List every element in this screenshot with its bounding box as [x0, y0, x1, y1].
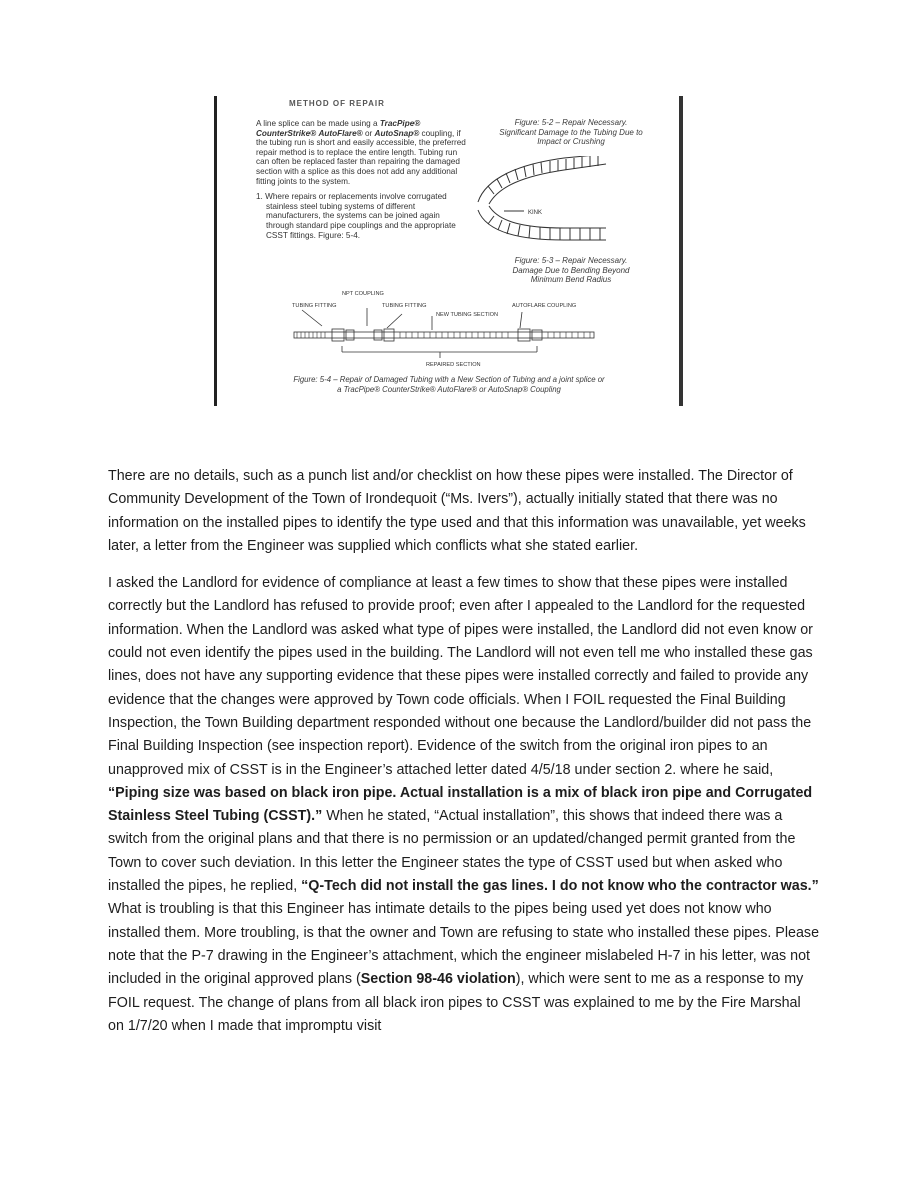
figure-5-3-caption: Figure: 5-3 – Repair Necessary. Damage Due to Bending Beyond Minimum Bend Radius — [512, 256, 630, 284]
splice-text-post: coupling, if the tubing run is short and easily accessible, the preferred repair method is to replace the entire length. Tubing run can often be replaced faster than repairing the damaged section with a splice as this does not add any additional fitting joints to the system. — [256, 128, 466, 186]
paragraph-2-text-g: ), which were sent to me as a response to my FOIL request. The change of plans from all black iron pipes to CSST was explained to me by the Fire Marshal on 1/7/20 when I made that impromptu visit — [108, 971, 804, 1034]
repair-list-item-1: 1. Where repairs or replacements involve corrugated stainless steel tubing systems of different manufacturers, the systems can be joined again through standard pipe couplings and the appropriate CSST fittings. Figure: 5-4. — [256, 192, 456, 240]
splice-text-pre: A line splice can be made using a — [256, 119, 380, 128]
figure-5-2-caption: Figure: 5-2 – Repair Necessary. Significant Damage to the Tubing Due to Impact or Crushing — [499, 118, 643, 146]
damaged-tubing-illustration — [464, 156, 624, 250]
figure-cut-heading: METHOD OF REPAIR — [289, 99, 385, 108]
kink-label: KINK — [528, 210, 543, 216]
figure-5-4-caption-line2: a TracPipe® CounterStrike® AutoFlare® or AutoSnap® Coupling — [337, 384, 561, 394]
engineer-quote-contractor: “Q-Tech did not install the gas lines. I do not know who the contractor was.” — [301, 878, 819, 895]
tubing-fitting-label-1: TUBING FITTING — [292, 303, 337, 309]
repaired-section-label: REPAIRED SECTION — [426, 362, 481, 368]
new-tubing-section-label: NEW TUBING SECTION — [436, 312, 499, 318]
splice-paragraph — [256, 119, 466, 186]
paragraph-2 — [108, 572, 820, 1038]
brand-counterstrike: TracPipe® CounterStrike® — [256, 119, 421, 138]
figure-right-border — [679, 96, 683, 406]
figure-5-4-caption — [234, 375, 664, 394]
paragraph-2-text-c: When he stated, “Actual installation”, this shows that indeed there was a switch from the original plans and that there is no permission or an updated/changed permit granted from the Town to cover such deviation. In this letter the Engineer states the type of CSST used but when asked who installed the pipes, he replied, — [108, 808, 796, 895]
npt-coupling-label: NPT COUPLING — [342, 291, 384, 297]
engineer-quote-piping: “Piping size was based on black iron pipe. Actual installation is a mix of black iron pipe and Corrugated Stainless Steel Tubing (CSST).” — [108, 784, 813, 825]
figure-panel — [214, 96, 682, 406]
paragraph-2-text-a: I asked the Landlord for evidence of compliance at least a few times to show that these pipes were installed correctly but the Landlord has refused to provide proof; even after I appealed to the Landlord for the requested information. When the Landlord was asked what type of pipes were installed, the Landlord did not even know or could not even identify the pipes used in the building. The Landlord will not even tell me who installed these gas lines, does not have any supporting evidence that these pipes were installed correctly and failed to provide any evidence that the changes were approved by Town code officials. When I FOIL requested the Final Building Inspection, the Town Building department responded without one because the Landlord/builder did not pass the Final Building Inspection (see inspection report). Evidence of the switch from the original iron pipes to an unapproved mix of CSST is in the Engineer’s attached letter dated 4/5/18 under section 2. where he said, — [108, 575, 813, 778]
brand-autosnap: AutoSnap® — [374, 128, 420, 138]
splice-text-mid2: or — [362, 128, 375, 138]
repair-splice-diagram — [292, 308, 602, 360]
brand-autoflare: AutoFlare® — [318, 128, 363, 138]
figure-5-4-caption-line1: Figure: 5-4 – Repair of Damaged Tubing with a New Section of Tubing and a joint splice or — [293, 375, 605, 384]
autoflare-coupling-label: AUTOFLARE COUPLING — [512, 303, 577, 309]
tubing-fitting-label-2: TUBING FITTING — [382, 303, 427, 309]
document-body — [108, 465, 820, 1052]
figure-instructions — [256, 119, 466, 240]
paragraph-1: There are no details, such as a punch list and/or checklist on how these pipes were installed. The Director of Community Development of the Town of Irondequoit (“Ms. Ivers”), actually initially stated that there was no information on the installed pipes to identify the type used and that this information was unavailable, yet weeks later, a letter from the Engineer was supplied which conflicts what she stated earlier. — [108, 468, 806, 554]
paragraph-2-text-e: What is troubling is that this Engineer has intimate details to the pipes being used yet does not know who installed them. More troubling, is that the owner and Town are refusing to state who installed these pipes. Please note that the P-7 drawing in the Engineer’s attachment, which the engineer mislabeled H-7 in his letter, was not included in the original approved plans ( — [108, 901, 820, 988]
section-violation: Section 98-46 violation — [360, 971, 516, 988]
figure-left-border — [214, 96, 217, 406]
